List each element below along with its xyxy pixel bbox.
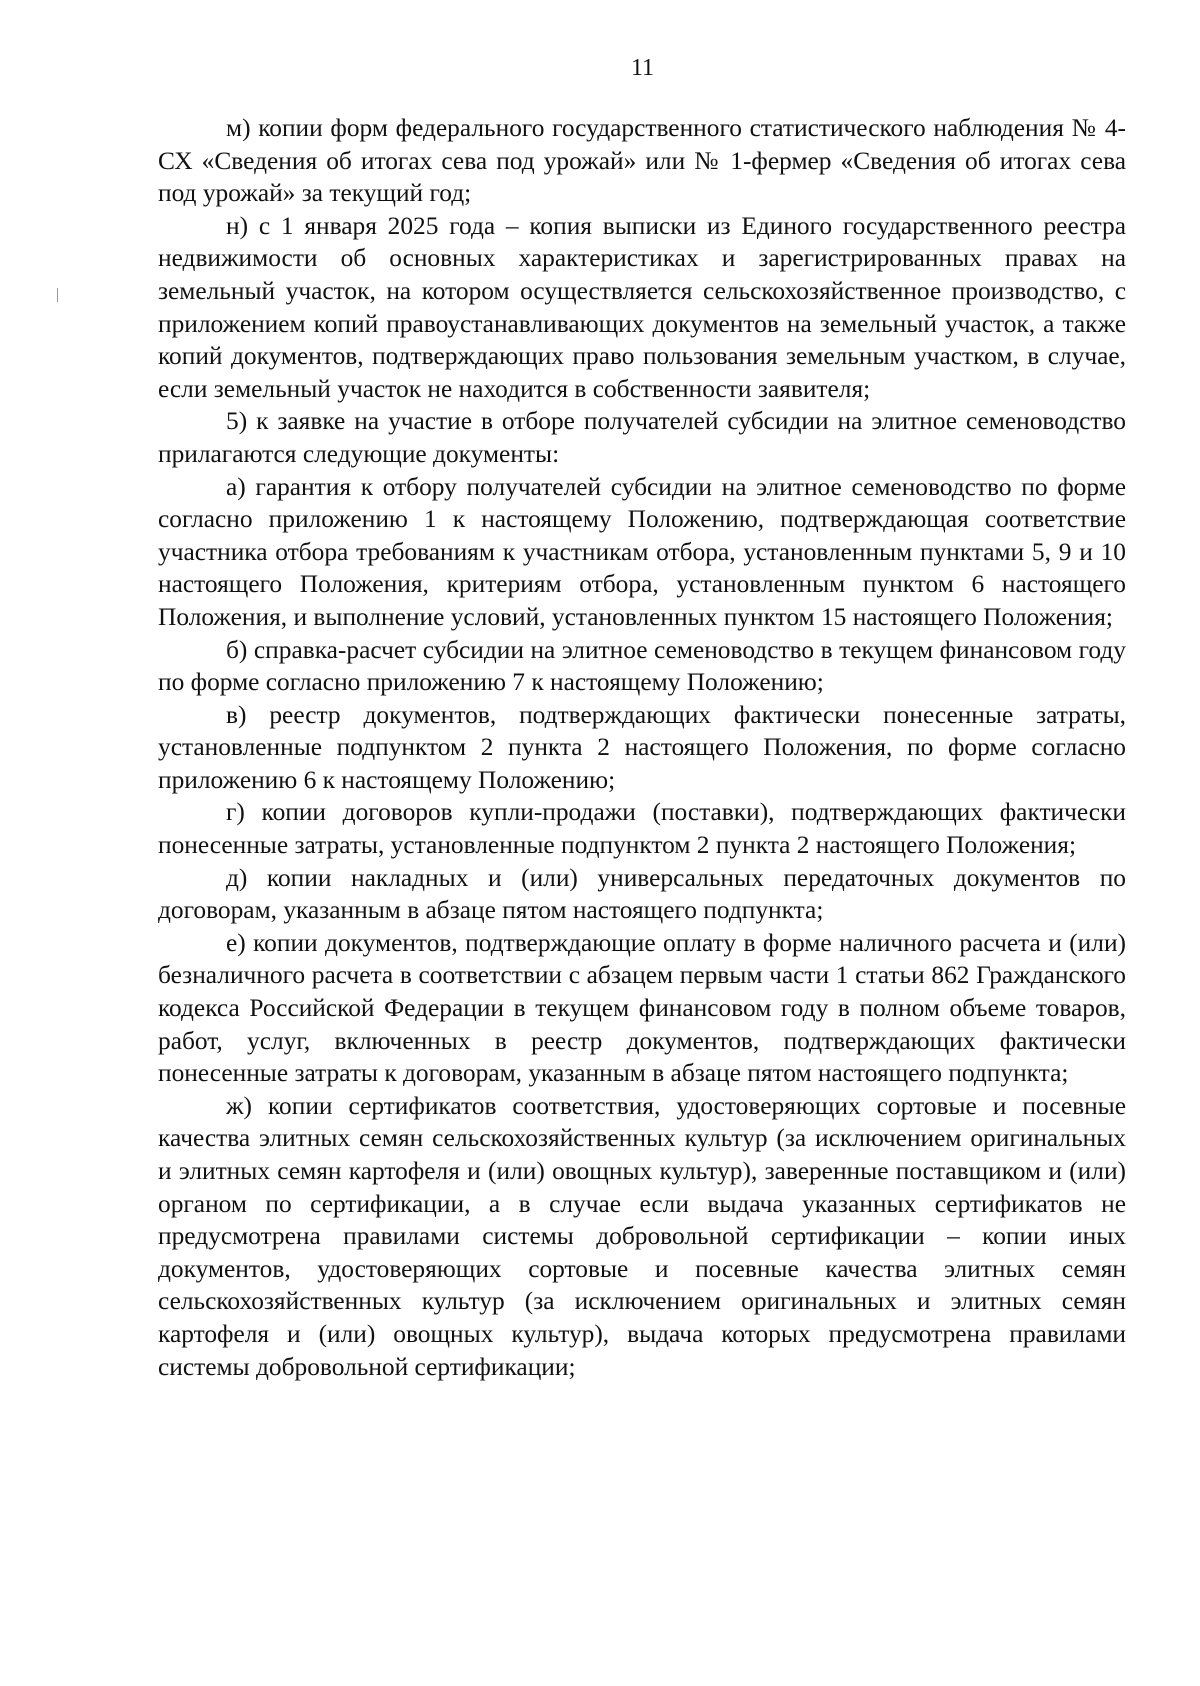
paragraph-d: д) копии накладных и (или) универсальных передаточных документов по договорам, указанным в абзаце пятом настоящего подпункта; <box>158 863 1126 925</box>
margin-mark <box>57 288 58 302</box>
page-number: 11 <box>630 55 655 81</box>
paragraph-zh: ж) копии сертификатов соответствия, удостоверяющих сортовые и посевные качества элитных семян сельскохозяйственных культур (за исключением оригинальных и элитных семян картофеля и (или) овощных культур), заверенные поставщиком и (или) органом по сертификации, а в случае если выдача указанных сертификатов не предусмотрена правилами системы добровольной сертификации – копии иных документов, удостоверяющих сортовые и посевные качества элитных семян сельскохозяйственных культур (за исключением оригинальных и элитных семян картофеля и (или) овощных культур), выдача которых предусмотрена правилами системы добровольной сертификации; <box>158 1091 1126 1381</box>
paragraph-n: н) с 1 января 2025 года – копия выписки из Единого государственного реестра недвижимости об основных характеристиках и зарегистрированных правах на земельный участок, на котором осуществляется сельскохозяйственное производство, с приложением копий правоустанавливающих документов на земельный участок, а также копий документов, подтверждающих право пользования земельным участком, в случае, если земельный участок не находится в собственности заявителя; <box>158 211 1126 403</box>
paragraph-v: в) реестр документов, подтверждающих фактически понесенные затраты, установленные подпунктом 2 пункта 2 настоящего Положения, по форме согласно приложению 6 к настоящему Положению; <box>158 700 1126 794</box>
paragraph-g: г) копии договоров купли-продажи (поставки), подтверждающих фактически понесенные затраты, установленные подпунктом 2 пункта 2 настоящего Положения; <box>158 798 1126 860</box>
paragraph-a: а) гарантия к отбору получателей субсидии на элитное семеноводство по форме согласно приложению 1 к настоящему Положению, подтверждающая соответствие участника отбора требованиям к участникам отбора, установленным пунктами 5, 9 и 10 настоящего Положения, критериям отбора, установленным пунктом 6 настоящего Положения, и выполнение условий, установленных пунктом 15 настоящего Положения; <box>158 472 1126 631</box>
paragraph-b: б) справка-расчет субсидии на элитное семеноводство в текущем финансовом году по форме согласно приложению 7 к настоящему Положению; <box>158 635 1126 697</box>
document-body <box>158 112 1126 1383</box>
paragraph-item-5: 5) к заявке на участие в отборе получателей субсидии на элитное семеноводство прилагаются следующие документы: <box>158 407 1126 468</box>
paragraph-m: м) копии форм федерального государственного статистического наблюдения № 4-СХ «Сведения об итогах сева под урожай» или № 1-фермер «Сведения об итогах сева под урожай» за текущий год; <box>158 114 1126 208</box>
paragraph-e: е) копии документов, подтверждающие оплату в форме наличного расчета и (или) безналичного расчета в соответствии с абзацем первым части 1 статьи 862 Гражданского кодекса Российской Федерации в текущем финансовом году в полном объеме товаров, работ, услуг, включенных в реестр документов, подтверждающих фактически понесенные затраты к договорам, указанным в абзаце пятом настоящего подпункта; <box>158 928 1126 1088</box>
